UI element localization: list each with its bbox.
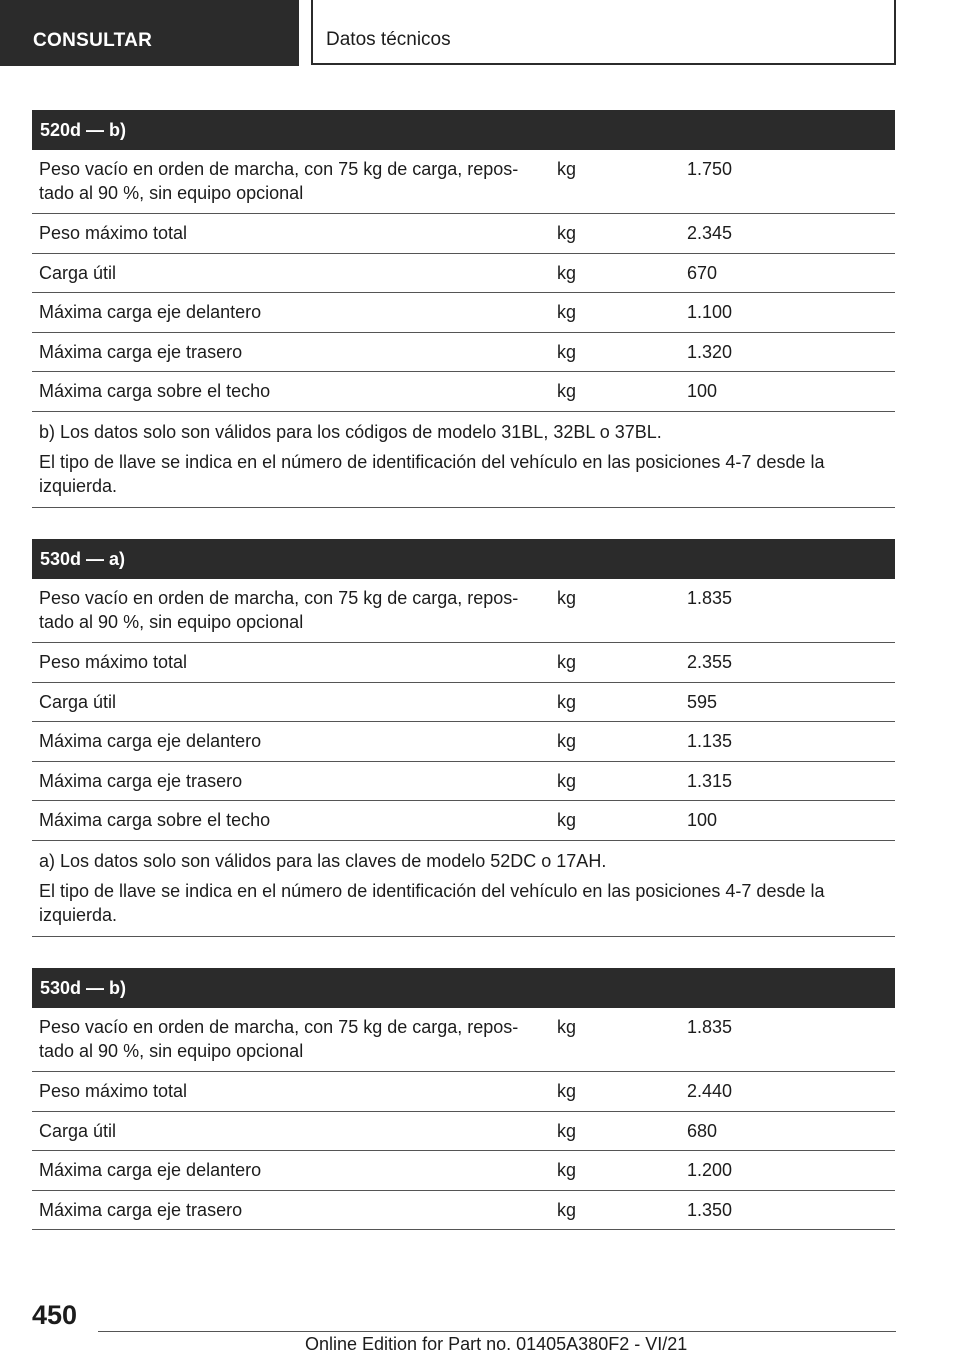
chapter-tab <box>311 0 896 65</box>
row-unit: kg <box>557 1199 577 1220</box>
row-unit: kg <box>557 1017 577 1037</box>
table-title: 520d — b) <box>32 110 895 150</box>
row-value: 2.355 <box>687 652 733 672</box>
row-unit: kg <box>557 731 577 751</box>
row-value: 595 <box>687 691 718 712</box>
table-row <box>32 150 895 214</box>
row-label: Peso vacío en orden de marcha, con 75 kg de carga, repos-tado al 90 %, sin equipo opcional <box>39 588 519 632</box>
table-row <box>32 254 895 294</box>
row-unit: kg <box>557 223 577 243</box>
table-row <box>32 1191 895 1231</box>
weights-table-530d-b <box>32 968 895 1230</box>
row-label: Máxima carga eje trasero <box>39 770 243 791</box>
footnote-model-codes: b) Los datos solo son válidos para los códigos de modelo 31BL, 32BL o 37BL. <box>39 421 662 442</box>
footnote-key-type: El tipo de llave se indica en el número de identificación del vehículo en las posiciones 4-7 desde la izquierda. <box>39 451 825 496</box>
row-label: Peso vacío en orden de marcha, con 75 kg de carga, repos-tado al 90 %, sin equipo opcional <box>39 1017 519 1061</box>
table-footnote <box>32 841 895 937</box>
row-unit: kg <box>557 691 577 712</box>
table-row <box>32 372 895 412</box>
row-unit: kg <box>557 770 577 791</box>
footnote-key-type: El tipo de llave se indica en el número de identificación del vehículo en las posiciones 4-7 desde la izquierda. <box>39 880 825 925</box>
row-label: Máxima carga sobre el techo <box>39 810 271 830</box>
table-title: 530d — a) <box>32 539 895 579</box>
row-value: 1.320 <box>687 341 733 362</box>
row-value: 1.200 <box>687 1160 733 1180</box>
row-value: 2.345 <box>687 223 733 243</box>
row-unit: kg <box>557 381 577 401</box>
table-row <box>32 801 895 841</box>
table-row <box>32 1112 895 1152</box>
row-label: Peso máximo total <box>39 1081 188 1101</box>
row-unit: kg <box>557 1120 577 1141</box>
row-label: Máxima carga eje delantero <box>39 731 262 751</box>
row-label: Máxima carga eje delantero <box>39 1160 262 1180</box>
row-value: 2.440 <box>687 1081 733 1101</box>
table-row <box>32 579 895 643</box>
row-value: 100 <box>687 381 718 401</box>
row-label: Peso máximo total <box>39 652 188 672</box>
weights-table-530d-a <box>32 539 895 937</box>
row-label: Carga útil <box>39 262 117 283</box>
table-row <box>32 333 895 373</box>
row-value: 1.315 <box>687 770 733 791</box>
table-row <box>32 722 895 762</box>
table-title: 530d — b) <box>32 968 895 1008</box>
section-tab <box>0 0 299 66</box>
row-label: Máxima carga sobre el techo <box>39 381 271 401</box>
row-unit: kg <box>557 341 577 362</box>
row-value: 1.750 <box>687 159 733 179</box>
table-row <box>32 214 895 254</box>
row-unit: kg <box>557 588 577 608</box>
row-label: Carga útil <box>39 691 117 712</box>
row-value: 1.350 <box>687 1199 733 1220</box>
table-row <box>32 1072 895 1112</box>
row-label: Máxima carga eje delantero <box>39 302 262 322</box>
footnote-model-codes: a) Los datos solo son válidos para las claves de modelo 52DC o 17AH. <box>39 850 607 871</box>
section-title: CONSULTAR <box>33 30 153 51</box>
row-value: 680 <box>687 1120 718 1141</box>
row-value: 670 <box>687 262 718 283</box>
row-label: Máxima carga eje trasero <box>39 1199 243 1220</box>
row-value: 100 <box>687 810 718 830</box>
weights-table-520d-b <box>32 110 895 508</box>
row-value: 1.100 <box>687 302 733 322</box>
row-label: Peso máximo total <box>39 223 188 243</box>
row-unit: kg <box>557 1081 577 1101</box>
table-row <box>32 762 895 802</box>
row-unit: kg <box>557 262 577 283</box>
row-label: Carga útil <box>39 1120 117 1141</box>
row-unit: kg <box>557 159 577 179</box>
table-row <box>32 683 895 723</box>
row-label: Máxima carga eje trasero <box>39 341 243 362</box>
page-number: 450 <box>32 1300 78 1330</box>
table-footnote <box>32 412 895 508</box>
table-row <box>32 1008 895 1072</box>
row-value: 1.135 <box>687 731 733 751</box>
row-unit: kg <box>557 810 577 830</box>
row-unit: kg <box>557 652 577 672</box>
table-row <box>32 293 895 333</box>
footer-divider <box>98 1331 896 1332</box>
edition-text: Online Edition for Part no. 01405A380F2 - VI/21 <box>305 1334 688 1354</box>
row-unit: kg <box>557 1160 577 1180</box>
table-row <box>32 1151 895 1191</box>
row-label: Peso vacío en orden de marcha, con 75 kg de carga, repos-tado al 90 %, sin equipo opcional <box>39 159 519 203</box>
chapter-title: Datos técnicos <box>326 29 451 50</box>
table-row <box>32 643 895 683</box>
row-value: 1.835 <box>687 588 733 608</box>
row-value: 1.835 <box>687 1017 733 1037</box>
row-unit: kg <box>557 302 577 322</box>
